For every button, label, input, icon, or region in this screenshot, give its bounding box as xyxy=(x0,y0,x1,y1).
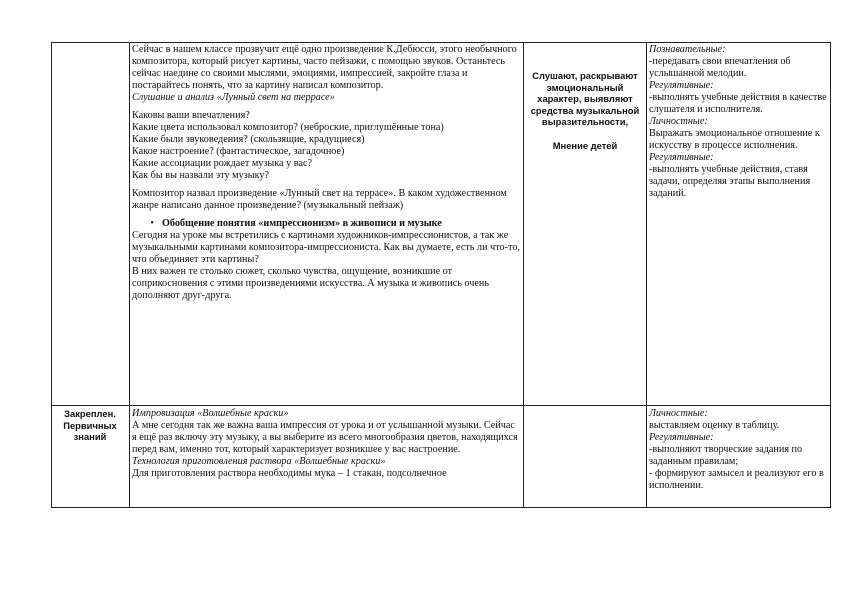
uud-type: Регулятивные: xyxy=(649,432,714,443)
column-divider-3 xyxy=(646,42,647,508)
question-item: Какие были звуковедения? (скользящие, крадущиеся) xyxy=(132,134,365,145)
uud-text: - формируют замысел и реализуют его в исполнении. xyxy=(649,468,824,491)
column-divider-1 xyxy=(129,42,130,508)
intro-paragraph: Сейчас в нашем классе прозвучит ещё одно произведение К.Дебюсси, этого необычного композитора, который рисует картины, часто пейзажи, с помощью звуков. Останьтесь сейчас наедине со своими мыслями, эмоциями, импрессией, закройте глаза и постарайтесь понять, что за картину написал композитор. xyxy=(132,44,517,91)
row1-uud xyxy=(649,44,827,200)
bullet-icon: • xyxy=(150,218,154,229)
uud-type: Познавательные: xyxy=(649,44,726,55)
uud-text: -выполняют творческие задания по заданным правилам; xyxy=(649,444,803,467)
uud-type: Регулятивные: xyxy=(649,80,714,91)
uud-text: -выполнять учебные действия, ставя задачи, определяя этапы выполнения заданий. xyxy=(649,164,811,199)
row2-uud xyxy=(649,408,827,492)
question-item: Каковы ваши впечатления? xyxy=(132,110,250,121)
lesson-plan-table xyxy=(51,42,831,508)
question-item: Какие цвета использовал композитор? (неброские, приглушённые тона) xyxy=(132,122,444,133)
table-border-top xyxy=(51,42,831,43)
composer-named-paragraph: Композитор назвал произведение «Лунный свет на террасе». В каком художественном жанре написано данное произведение? (музыкальный пейзаж) xyxy=(132,188,507,211)
row2-teacher-activity xyxy=(132,408,521,480)
question-item: Как бы вы назвали эту музыку? xyxy=(132,170,269,181)
row2-stage-label xyxy=(53,408,127,443)
uud-text: Выражать эмоциональное отношение к искусству в процессе исполнения. xyxy=(649,128,820,151)
table-border-bottom xyxy=(51,507,831,508)
uud-text: -выполнять учебные действия в качестве слушателя и исполнителя. xyxy=(649,92,827,115)
improv-heading: Импровизация «Волшебные краски» xyxy=(132,408,289,419)
listening-heading: Слушание и анализ «Лунный свет на террасе» xyxy=(132,92,335,103)
question-item: Какое настроение? (фантастическое, загадочное) xyxy=(132,146,345,157)
uud-text: -передавать свои впечатления об услышанной мелодии. xyxy=(649,56,791,79)
summary-paragraph: Сегодня на уроке мы встретились с картинами художников-импрессионистов, а так же музыкальными картинами композитора-импрессиониста. Как вы думаете, есть ли что-то, что объединяет эти картины? xyxy=(132,230,520,265)
tech-paragraph: Для приготовления раствора необходимы мука – 1 стакан, подсолнечное xyxy=(132,468,447,479)
student-activity-text: Слушают, раскрывают эмоциональный характер, выявляют средства музыкальной выразительности, xyxy=(530,70,640,127)
question-item: Какие ассоциации рождает музыка у вас? xyxy=(132,158,312,169)
column-divider-2 xyxy=(523,42,524,508)
tech-heading: Технология приготовления раствора «Волшебные краски» xyxy=(132,456,386,467)
table-border-left xyxy=(51,42,52,508)
student-opinions-text: Мнение детей xyxy=(552,139,618,151)
uud-type: Личностные: xyxy=(649,408,708,419)
improv-paragraph: А мне сегодня так же важна ваша импрессия от урока и от услышанной музыки. Сейчас я ещё раз включу эту музыку, а вы выберите из всего многообразия цветов, находящихся перед вам, именно тот, который характеризует возникшее у вас настроение. xyxy=(132,420,518,455)
uud-type: Регулятивные: xyxy=(649,152,714,163)
row1-teacher-activity xyxy=(132,44,521,302)
stage-label-text: Закреплен. Первичных знаний xyxy=(63,408,117,442)
row1-student-activity xyxy=(527,70,643,151)
uud-type: Личностные: xyxy=(649,116,708,127)
row-divider xyxy=(51,405,831,406)
summary-heading: Обобщение понятия «импрессионизм» в живописи и музыке xyxy=(162,218,442,229)
table-border-right xyxy=(830,42,831,508)
uud-text: выставляем оценку в таблицу. xyxy=(649,420,780,431)
summary-answer: В них важен те столько сюжет, сколько чувства, ощущение, возникшие от соприкосновения с этими произведениями искусства. А музыка и живопись очень дополняют друг-друга. xyxy=(132,266,490,301)
summary-heading-line xyxy=(132,218,521,230)
